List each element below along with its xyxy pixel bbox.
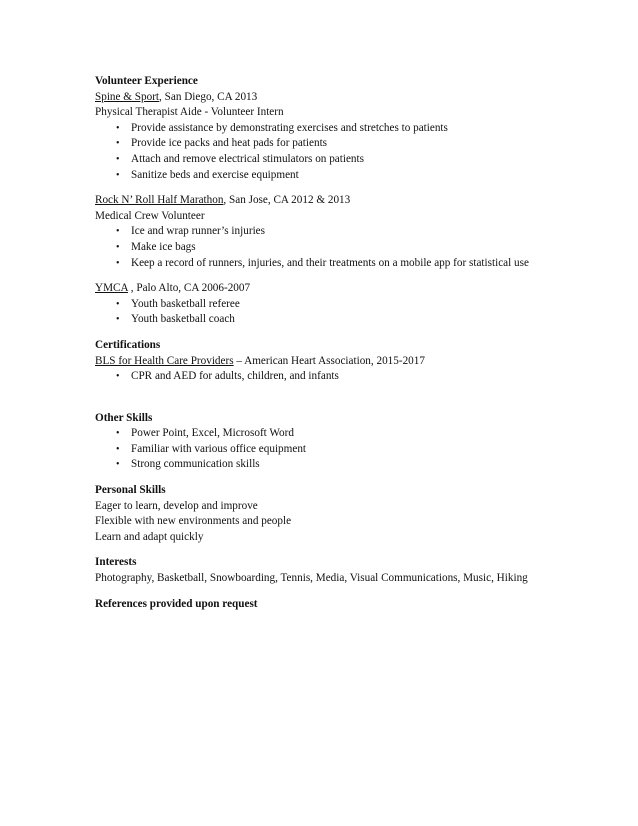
other-skills-bullets — [95, 426, 595, 473]
bullet-icon: • — [116, 428, 120, 440]
certification-header — [95, 354, 595, 370]
list-item — [95, 224, 595, 240]
list-item-text: Sanitize beds and exercise equipment — [131, 168, 299, 181]
bullet-icon: • — [116, 153, 120, 165]
certification-bullets — [95, 369, 595, 385]
list-item — [95, 152, 595, 168]
bullet-icon: • — [116, 298, 120, 310]
bullet-icon: • — [116, 371, 120, 383]
interests-section — [95, 555, 595, 586]
bullet-icon: • — [116, 443, 120, 455]
list-item — [95, 240, 595, 256]
list-item-text: Make ice bags — [131, 240, 196, 253]
bullet-icon: • — [116, 226, 120, 238]
list-item-text: Keep a record of runners, injuries, and their treatments on a mobile app for statistical use — [131, 256, 529, 269]
volunteer-role-1: Physical Therapist Aide - Volunteer Intern — [95, 106, 284, 119]
bullet-icon: • — [116, 169, 120, 181]
certification-issuer: – American Heart Association, 2015-2017 — [233, 354, 425, 367]
volunteer-3-bullets — [95, 297, 595, 328]
volunteer-entry-2-header — [95, 193, 595, 209]
personal-skill-line: Eager to learn, develop and improve — [95, 499, 258, 512]
list-item — [95, 168, 595, 184]
list-item-text: Familiar with various office equipment — [131, 442, 307, 455]
volunteer-org-1: Spine & Sport — [95, 90, 160, 103]
volunteer-org-3-location: , Palo Alto, CA 2006-2007 — [127, 282, 251, 295]
bullet-icon: • — [116, 459, 120, 471]
references-note: References provided upon request — [95, 597, 258, 610]
list-item-text: Power Point, Excel, Microsoft Word — [131, 427, 294, 440]
bullet-icon: • — [116, 138, 120, 150]
volunteer-2-bullets — [95, 224, 595, 271]
spacer — [95, 587, 595, 597]
spacer — [95, 473, 595, 483]
list-item-text: CPR and AED for adults, children, and infants — [131, 370, 339, 383]
list-item-text: Provide ice packs and heat pads for patients — [131, 137, 328, 150]
list-item — [95, 136, 595, 152]
volunteer-section — [95, 74, 595, 328]
volunteer-1-bullets — [95, 121, 595, 183]
certifications-heading: Certifications — [95, 338, 161, 351]
list-item — [95, 369, 595, 385]
interests-heading: Interests — [95, 556, 137, 569]
bullet-icon: • — [116, 241, 120, 253]
list-item — [95, 426, 595, 442]
list-item — [95, 121, 595, 137]
spacer — [95, 271, 595, 281]
spacer — [95, 328, 595, 338]
resume-page — [95, 74, 595, 612]
volunteer-entry-1-header — [95, 90, 595, 106]
list-item-text: Youth basketball coach — [131, 313, 235, 326]
volunteer-org-3: YMCA — [95, 282, 128, 295]
list-item-text: Attach and remove electrical stimulators on patients — [131, 152, 364, 165]
list-item-text: Strong communication skills — [131, 458, 260, 471]
volunteer-role-2: Medical Crew Volunteer — [95, 209, 205, 222]
other-skills-section — [95, 411, 595, 473]
list-item-text: Youth basketball referee — [131, 297, 240, 310]
other-skills-heading: Other Skills — [95, 411, 153, 424]
volunteer-heading: Volunteer Experience — [95, 75, 198, 87]
volunteer-org-2: Rock N’ Roll Half Marathon — [95, 194, 224, 207]
bullet-icon: • — [116, 122, 120, 134]
personal-skills-section — [95, 483, 595, 545]
list-item — [95, 312, 595, 328]
certifications-section — [95, 338, 595, 385]
spacer — [95, 183, 595, 193]
list-item — [95, 297, 595, 313]
bullet-icon: • — [116, 314, 120, 326]
personal-skill-line: Flexible with new environments and people — [95, 515, 292, 528]
personal-skill-line: Learn and adapt quickly — [95, 530, 204, 543]
list-item — [95, 457, 595, 473]
list-item-text: Provide assistance by demonstrating exercises and stretches to patients — [131, 121, 448, 134]
volunteer-entry-3-header — [95, 281, 595, 297]
list-item — [95, 256, 595, 272]
spacer — [95, 545, 595, 555]
volunteer-org-2-location: , San Jose, CA 2012 & 2013 — [223, 194, 351, 207]
interests-text: Photography, Basketball, Snowboarding, Tennis, Media, Visual Communications, Music, Hiking — [95, 572, 528, 585]
personal-skills-heading: Personal Skills — [95, 484, 166, 497]
list-item-text: Ice and wrap runner’s injuries — [131, 225, 265, 238]
list-item — [95, 442, 595, 458]
certification-name: BLS for Health Care Providers — [95, 354, 234, 367]
bullet-icon: • — [116, 257, 120, 269]
volunteer-org-1-location: , San Diego, CA 2013 — [159, 90, 258, 103]
spacer — [95, 385, 595, 411]
